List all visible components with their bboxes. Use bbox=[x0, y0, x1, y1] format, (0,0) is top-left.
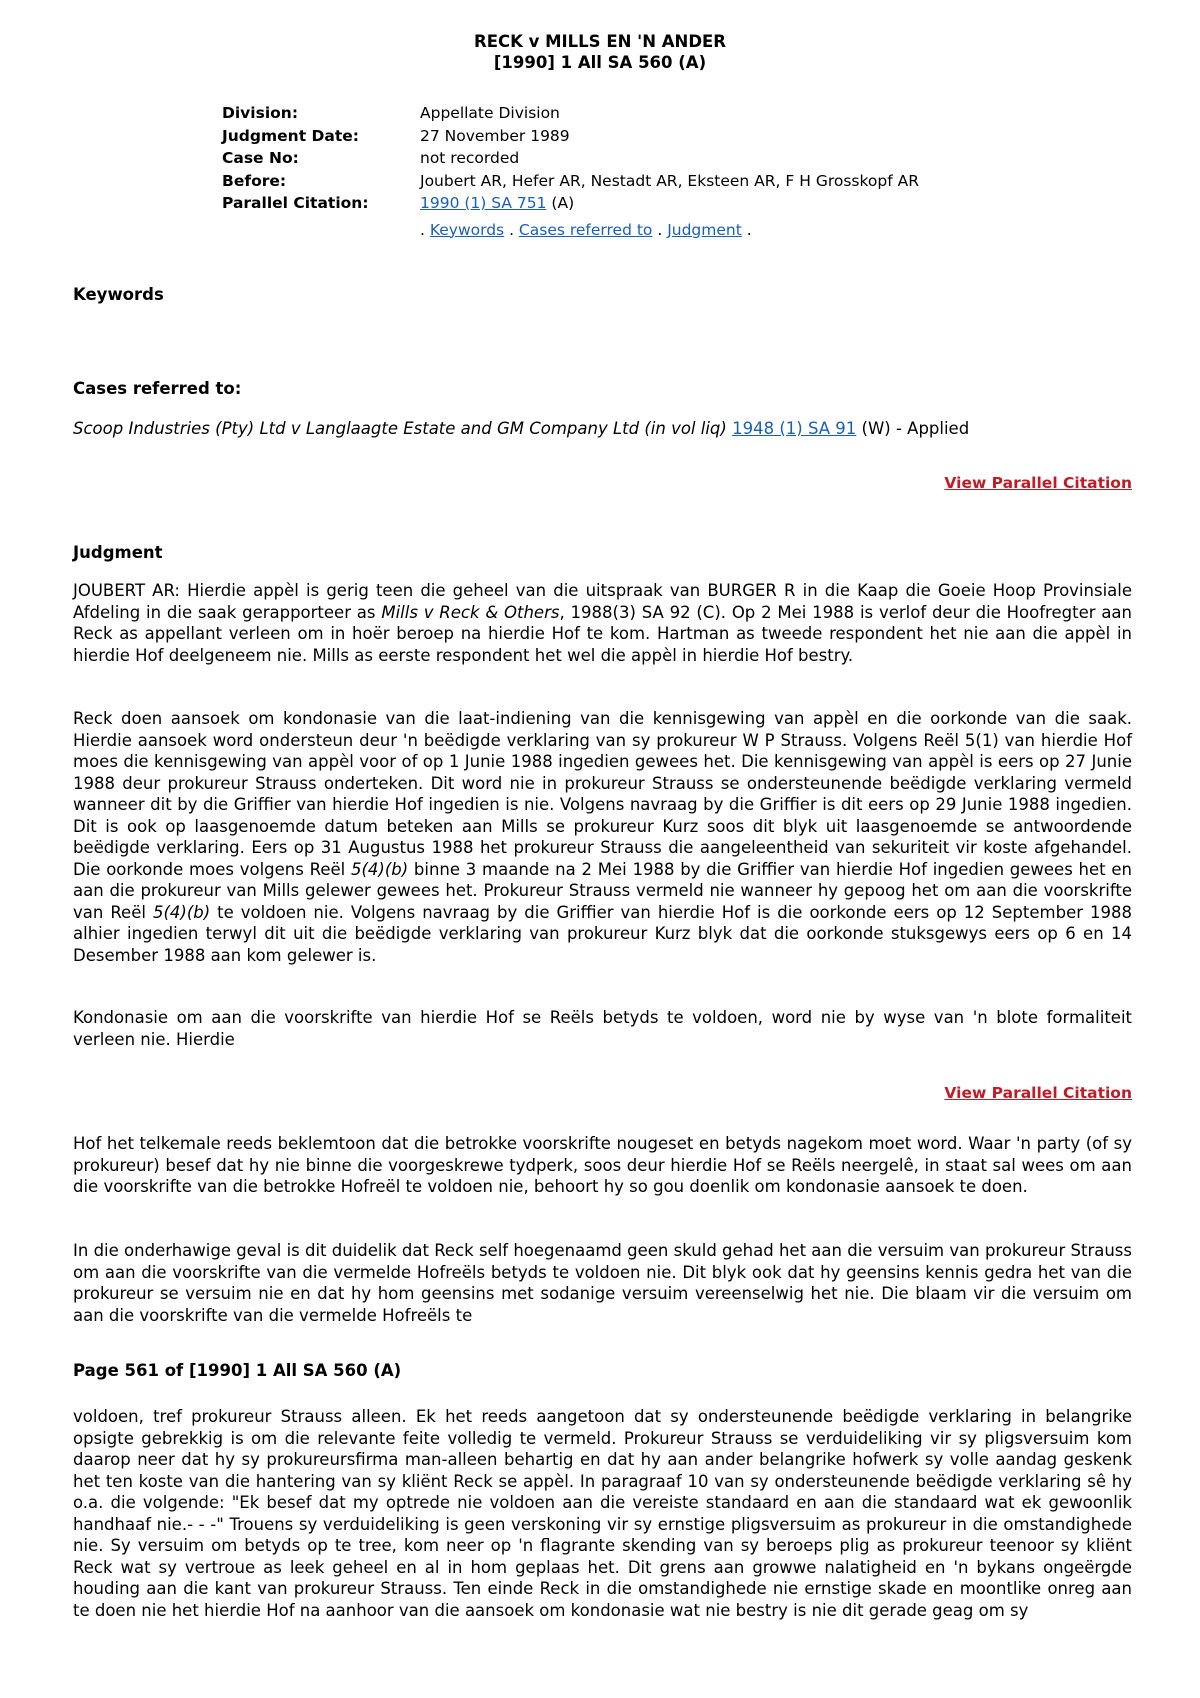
judgment-paragraph-2: Reck doen aansoek om kondonasie van die laat-indiening van die kennisgewing van appèl en die oorkonde van die saak. Hierdie aansoek word ondersteun deur 'n beëdigde verklaring van sy prokureur W P Strauss. Volgens Reël 5(1) van hierdie Hof moes die kennisgewing van appèl voor of op 1 Junie 1988 ingedien gewees het. Die kennisgewing van appèl is eers op 27 Junie 1988 deur prokureur Strauss onderteken. Dit word nie in prokureur Strauss se ondersteunende beëdigde verklaring vermeld wanneer dit by die Griffier van hierdie Hof ingedien is nie. Volgens navraag by die Griffier is dit eers op 29 Junie 1988 ingedien. Dit is ook op laasgenoemde datum beteken aan Mills se prokureur Kurz soos dit blyk uit laasgenoemde se antwoordende beëdigde verklaring. Eers op 31 Augustus 1988 het prokureur Strauss die aangeleentheid van sekuriteit vir koste afgehandel. Die oorkonde moes volgens Reël 5(4)(b) binne 3 maande na 2 Mei 1988 by die Griffier van hierdie Hof ingedien gewees het en aan die prokureur van Mills gelewer gewees het. Prokureur Strauss vermeld nie wanneer hy gepoog het om aan die voorskrifte van Reël 5(4)(b) te voldoen nie. Volgens navraag by die Griffier van hierdie Hof is die oorkonde eers op 12 September 1988 alhier ingedien terwyl dit uit die beëdigde verklaring van prokureur Kurz blyk dat die oorkonde stuksgewys eers op 6 en 14 Desember 1988 aan kom gelewer is. bbox=[73, 709, 1132, 965]
meta-value bbox=[420, 192, 574, 215]
meta-row-parallel-citation bbox=[222, 192, 919, 215]
meta-value: Joubert AR, Hefer AR, Nestadt AR, Eksteen AR, F H Grosskopf AR bbox=[420, 171, 919, 190]
case-metadata bbox=[222, 102, 919, 245]
meta-value: not recorded bbox=[420, 149, 520, 167]
nav-judgment-link[interactable]: Judgment bbox=[667, 220, 742, 239]
judgment-paragraph-5: In die onderhawige geval is dit duidelik dat Reck self hoegenaamd geen skuld gehad het aan die versuim van prokureur Strauss om aan die voorskrifte van die vermelde Hofreëls betyds te voldoen nie. Dit blyk ook dat hy geensins kennis gedra het van die prokureur se versuim nie en dat hy hom geensins met sodanige versuim vereenselwig het nie. Die blaam vir die versuim om aan die voorskrifte van die vermelde Hofreëls te bbox=[73, 1241, 1132, 1325]
case-header bbox=[0, 0, 1200, 73]
case-reference bbox=[73, 418, 1132, 440]
case-title: RECK v MILLS EN 'N ANDER bbox=[473, 32, 726, 51]
meta-label: Before: bbox=[222, 171, 287, 190]
nav-cases-link[interactable]: Cases referred to bbox=[518, 220, 653, 239]
judgment-paragraph-3: Kondonasie om aan die voorskrifte van hierdie Hof se Reëls betyds te voldoen, word nie by wyse van 'n blote formaliteit verleen nie. Hierdie bbox=[73, 1008, 1132, 1049]
judgment-paragraph-6: voldoen, tref prokureur Strauss alleen. Ek het reeds aangetoon dat sy ondersteunende beëdigde verklaring in belangrike opsigte gebrekkig is om die relevante feite volledig te vermeld. Prokureur Strauss se verduideliking vir sy pligsversuim kom daarop neer dat hy sy prokureursfirma man-alleen behartig en dat hy aan ander belangrike hofwerk sy volle aandag geskenk het ten koste van die hantering van sy kliënt Reck se appèl. In paragraaf 10 van sy ondersteunende beëdigde verklaring sê hy o.a. die volgende: "Ek besef dat my optrede nie voldoen aan die vereiste standaard en aan die standaard wat ek gewoonlik handhaaf nie.- - -" Trouens sy verduideliking is geen verskoning vir sy ernstige pligsversuim as prokureur in die omstandighede nie. Sy versuim om betyds op te tree, kom neer op 'n flagrante skending van sy beroeps plig as prokureur teenoor sy kliënt Reck wat sy vertroue as leek geheel en al in hom geplaas het. Dit grens aan growwe nalatigheid en 'n bykans ongeërgde houding aan die kant van prokureur Strauss. Ten einde Reck in die omstandighede nie ernstige skade en moontlike onreg aan te doen nie het hierdie Hof na aanhoor van die aansoek om kondonasie wat nie bestry is nie dit gerade geag om sy bbox=[73, 1407, 1132, 1620]
parallel-citation-suffix: (A) bbox=[546, 194, 575, 212]
view-parallel-citation-link[interactable]: View Parallel Citation bbox=[944, 474, 1132, 492]
meta-row-division bbox=[222, 102, 919, 125]
meta-label: Judgment Date: bbox=[222, 126, 359, 145]
case-reference-link[interactable]: 1948 (1) SA 91 bbox=[732, 419, 857, 438]
meta-row-before bbox=[222, 170, 919, 193]
cases-heading: Cases referred to: bbox=[73, 379, 242, 398]
meta-row-judgment-date bbox=[222, 125, 919, 148]
nav-keywords-link[interactable]: Keywords bbox=[429, 220, 505, 239]
case-citation: [1990] 1 All SA 560 (A) bbox=[493, 53, 707, 72]
parallel-citation-link[interactable]: 1990 (1) SA 751 bbox=[420, 194, 547, 212]
judgment-heading: Judgment bbox=[73, 543, 163, 562]
case-reference-name: Scoop Industries (Pty) Ltd v Langlaagte Estate and GM Company Ltd (in vol liq) bbox=[73, 419, 727, 438]
meta-label: Parallel Citation: bbox=[222, 194, 369, 212]
meta-label: Division: bbox=[222, 104, 299, 122]
keywords-heading: Keywords bbox=[73, 285, 164, 304]
section-nav: . Keywords . Cases referred to . Judgment . bbox=[420, 220, 752, 239]
view-parallel-citation-link-2[interactable]: View Parallel Citation bbox=[944, 1084, 1132, 1102]
meta-label: Case No: bbox=[222, 149, 299, 167]
page-marker: Page 561 of [1990] 1 All SA 560 (A) bbox=[73, 1361, 402, 1380]
case-reference-suffix: (W) - Applied bbox=[856, 419, 970, 438]
meta-value: Appellate Division bbox=[420, 104, 560, 122]
judgment-paragraph-4: Hof het telkemale reeds beklemtoon dat die betrokke voorskrifte nougeset en betyds nagekom moet word. Waar 'n party (of sy prokureur) besef dat hy nie binne die voorgeskrewe tydperk, soos deur hierdie Hof se Reëls neergelê, in staat sal wees om aan die voorskrifte van die betrokke Hofreël te voldoen nie, behoort hy so gou doenlik om kondonasie aansoek te doen. bbox=[73, 1134, 1132, 1196]
judgment-paragraph-1: JOUBERT AR: Hierdie appèl is gerig teen die geheel van die uitspraak van BURGER R in die Kaap die Goeie Hoop Provinsiale Afdeling in die saak gerapporteer as Mills v Reck & Others, 1988(3) SA 92 (C). Op 2 Mei 1988 is verlof deur die Hoofregter aan Reck as appellant verleen om in hoër beroep na hierdie Hof te kom. Hartman as tweede respondent het nie aan die appèl in hierdie Hof deelgeneem nie. Mills as eerste respondent het wel die appèl in hierdie Hof bestry. bbox=[73, 581, 1132, 665]
meta-value: 27 November 1989 bbox=[420, 126, 570, 145]
meta-row-case-no bbox=[222, 147, 919, 170]
